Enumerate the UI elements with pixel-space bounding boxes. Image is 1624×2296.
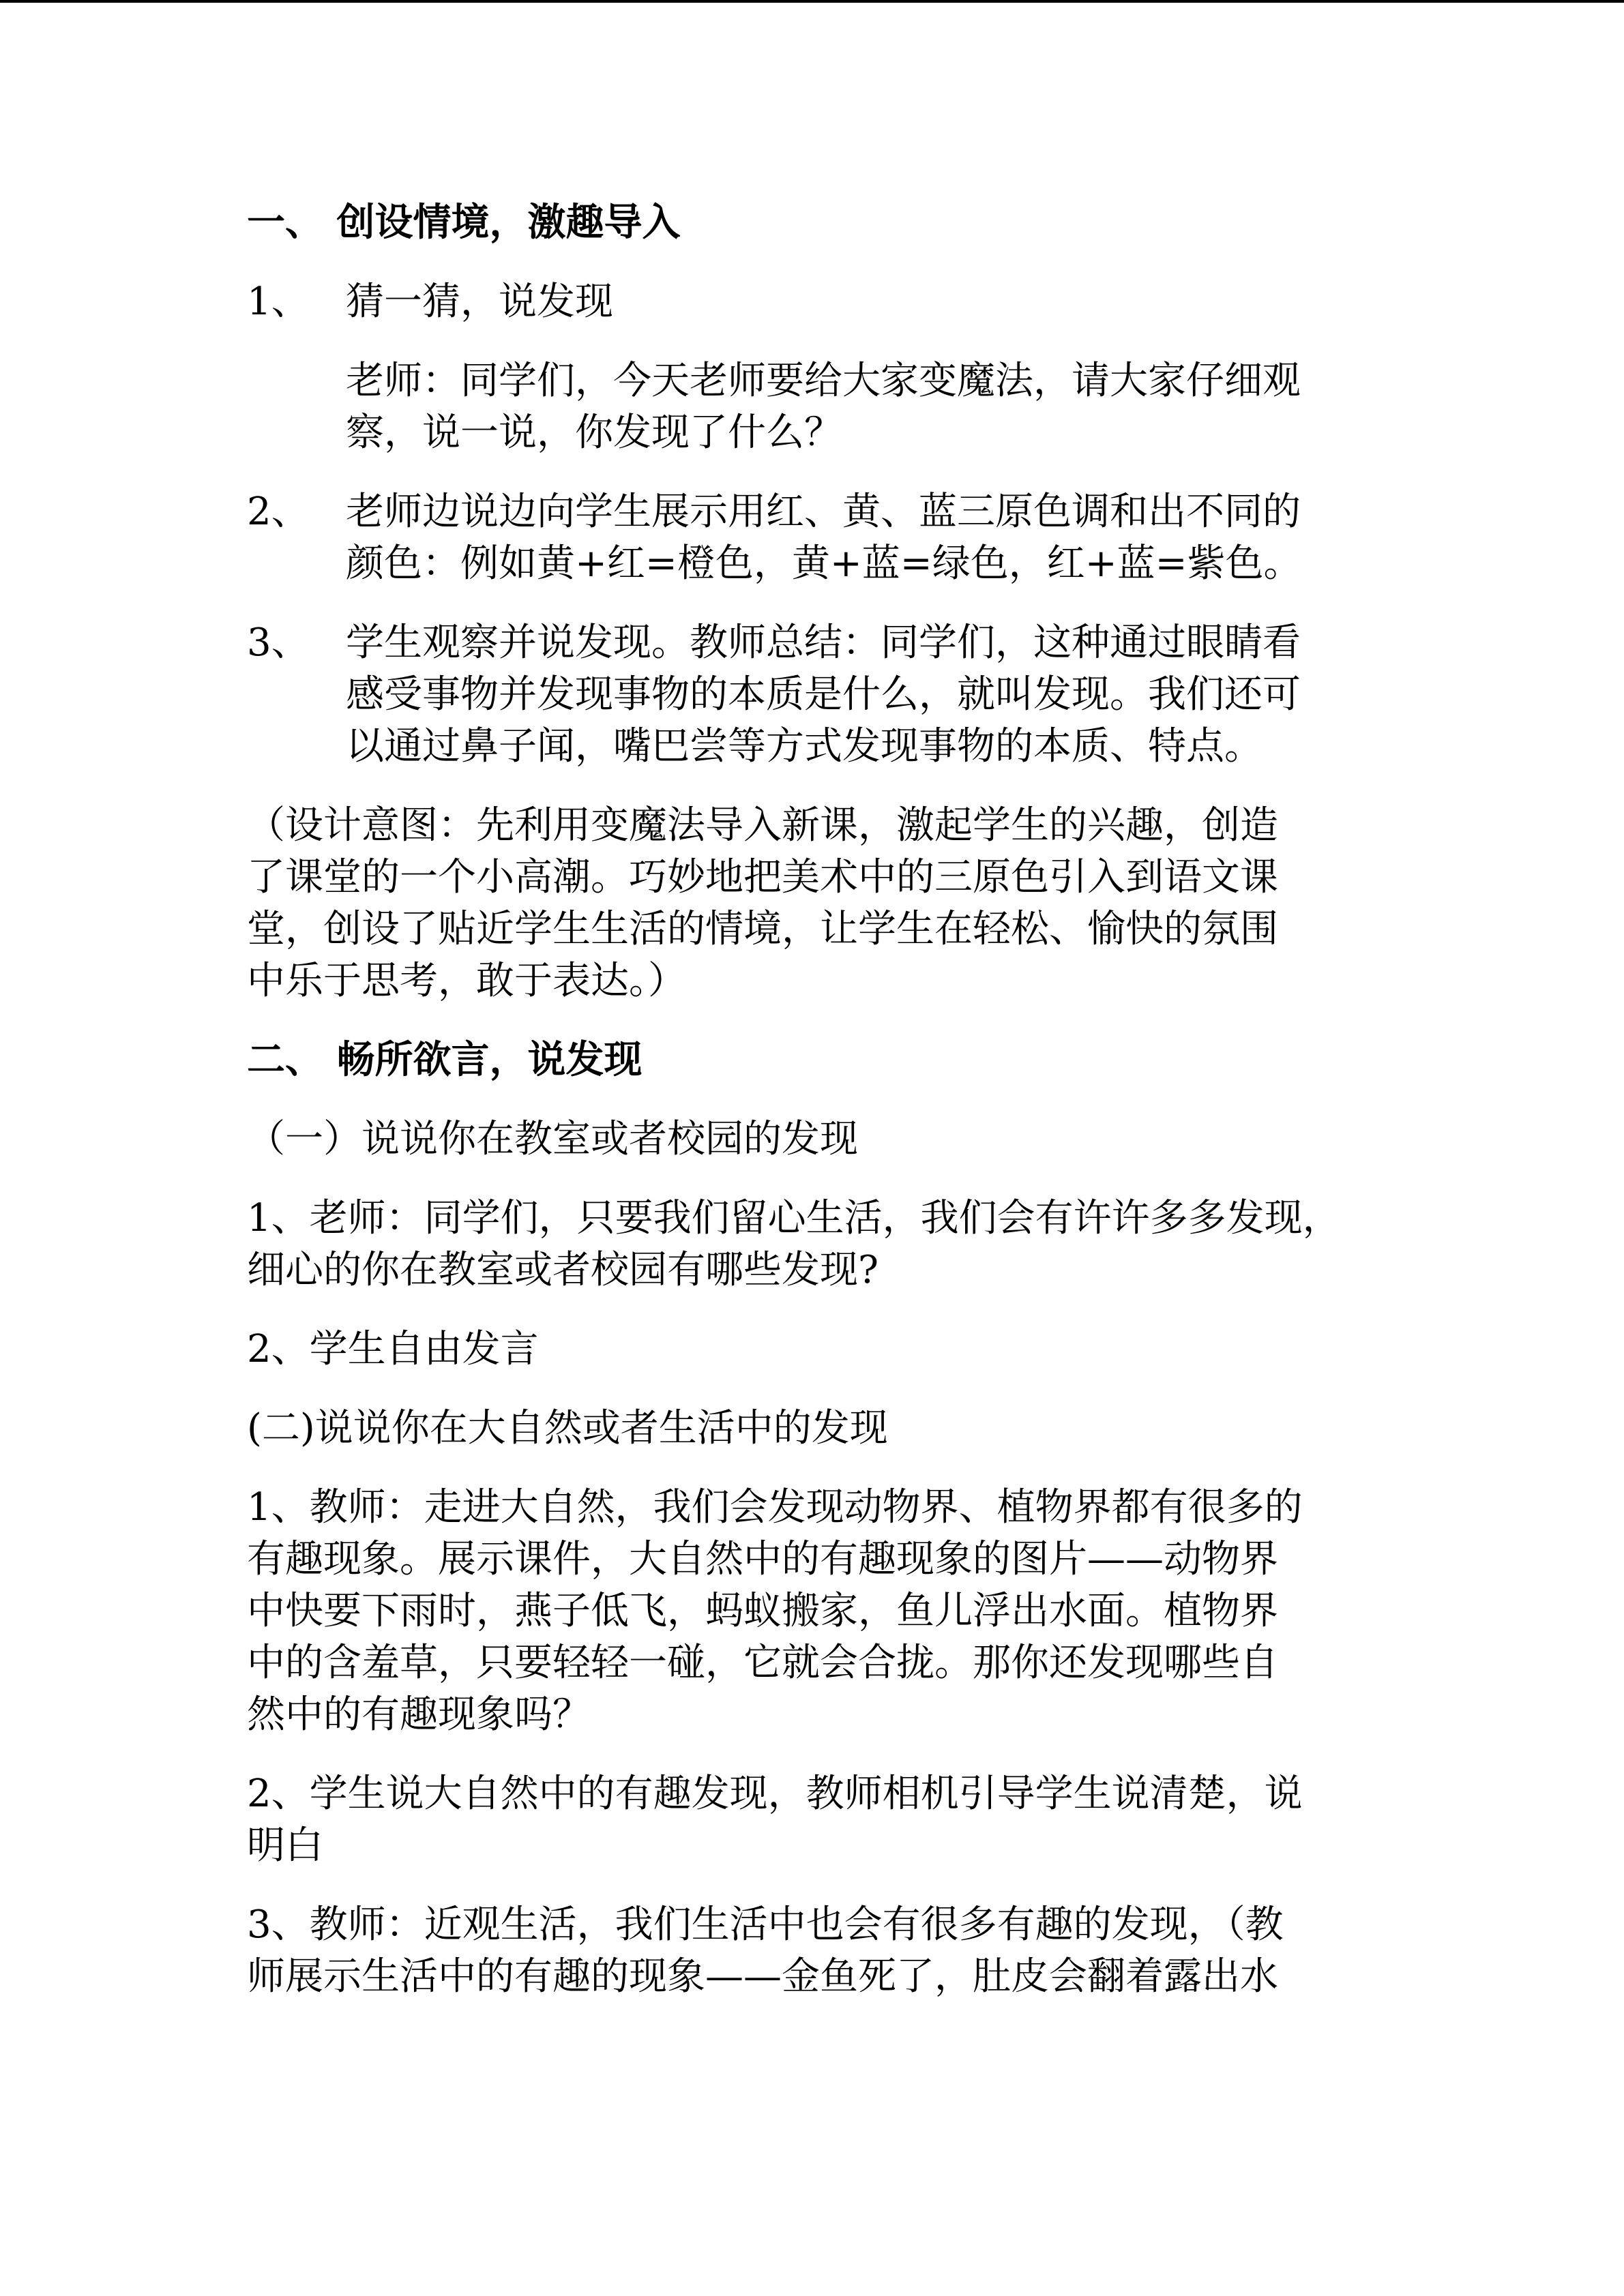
paragraph-line: 老师边说边向学生展示用红、黄、蓝三原色调和出不同的 <box>346 490 1301 534</box>
document-body <box>247 197 1379 2030</box>
item-number: 2、 <box>247 490 310 534</box>
design-note <box>247 800 1379 1007</box>
paragraph-line: 1、老师：同学们，只要我们留心生活，我们会有许许多多发现， <box>247 1196 1341 1240</box>
paragraph-line: 1、教师：走进大自然，我们会发现动物界、植物界都有很多的 <box>247 1485 1303 1530</box>
paragraph-line: 了课堂的一个小高潮。巧妙地把美术中的三原色引入到语文课 <box>247 855 1278 899</box>
paragraph-line: 堂，创设了贴近学生生活的情境，让学生在轻松、愉快的氛围 <box>247 907 1278 951</box>
paragraph-line: 细心的你在教室或者校园有哪些发现? <box>247 1248 879 1292</box>
item-number: 1、 <box>247 280 310 324</box>
paragraph-line: 师展示生活中的有趣的现象——金鱼死了，肚皮会翻着露出水 <box>247 1954 1278 1999</box>
paragraph <box>247 1768 1379 1872</box>
numbered-item-3 <box>247 617 1379 773</box>
paragraph-line: 然中的有趣现象吗？ <box>247 1693 591 1737</box>
paragraph <box>247 1482 1379 1741</box>
paragraph: 2、学生自由发言 <box>247 1327 539 1371</box>
teacher-dialogue <box>346 355 1379 459</box>
paragraph-line: 中快要下雨时，燕子低飞，蚂蚁搬家，鱼儿浮出水面。植物界 <box>247 1589 1278 1633</box>
paragraph-line: 2、学生说大自然中的有趣发现，教师相机引导学生说清楚，说 <box>247 1772 1303 1816</box>
paragraph-line: 察，说一说，你发现了什么？ <box>346 411 842 455</box>
paragraph <box>247 1193 1379 1296</box>
paragraph-line: 中乐于思考，敢于表达。） <box>247 959 686 1003</box>
paragraph-line: 3、教师：近观生活，我们生活中也会有很多有趣的发现，（教 <box>247 1903 1284 1947</box>
paragraph-line: 感受事物并发现事物的本质是什么，就叫发现。我们还可 <box>346 672 1301 717</box>
paragraph-line: 老师：同学们，今天老师要给大家变魔法，请大家仔细观 <box>346 359 1301 403</box>
section-heading-2: 二、 畅所欲言，说发现 <box>247 1038 643 1082</box>
item-number: 3、 <box>247 621 310 665</box>
paragraph-line: 明白 <box>247 1823 323 1868</box>
paragraph-line: 有趣现象。展示课件，大自然中的有趣现象的图片——动物界 <box>247 1537 1278 1581</box>
numbered-item-1 <box>247 276 1379 328</box>
section-heading-1: 一、 创设情境，激趣导入 <box>247 200 681 245</box>
subsection-title-2: (二)说说你在大自然或者生活中的发现 <box>247 1406 888 1450</box>
paragraph-line: 以通过鼻子闻，嘴巴尝等方式发现事物的本质、特点。 <box>346 724 1263 769</box>
paragraph-line: 中的含羞草，只要轻轻一碰，它就会合拢。那你还发现哪些自 <box>247 1641 1278 1685</box>
paragraph-line: （设计意图：先利用变魔法导入新课，激起学生的兴趣，创造 <box>247 803 1278 848</box>
numbered-item-2 <box>247 486 1379 590</box>
item-text: 猜一猜，说发现 <box>346 280 613 324</box>
paragraph-line: 学生观察并说发现。教师总结：同学们，这种通过眼睛看 <box>346 621 1301 665</box>
paragraph <box>247 1899 1379 2003</box>
paragraph-line: 颜色：例如黄+红=橙色，黄+蓝=绿色，红+蓝=紫色。 <box>346 541 1302 586</box>
subsection-title-1: （一）说说你在教室或者校园的发现 <box>247 1117 858 1161</box>
